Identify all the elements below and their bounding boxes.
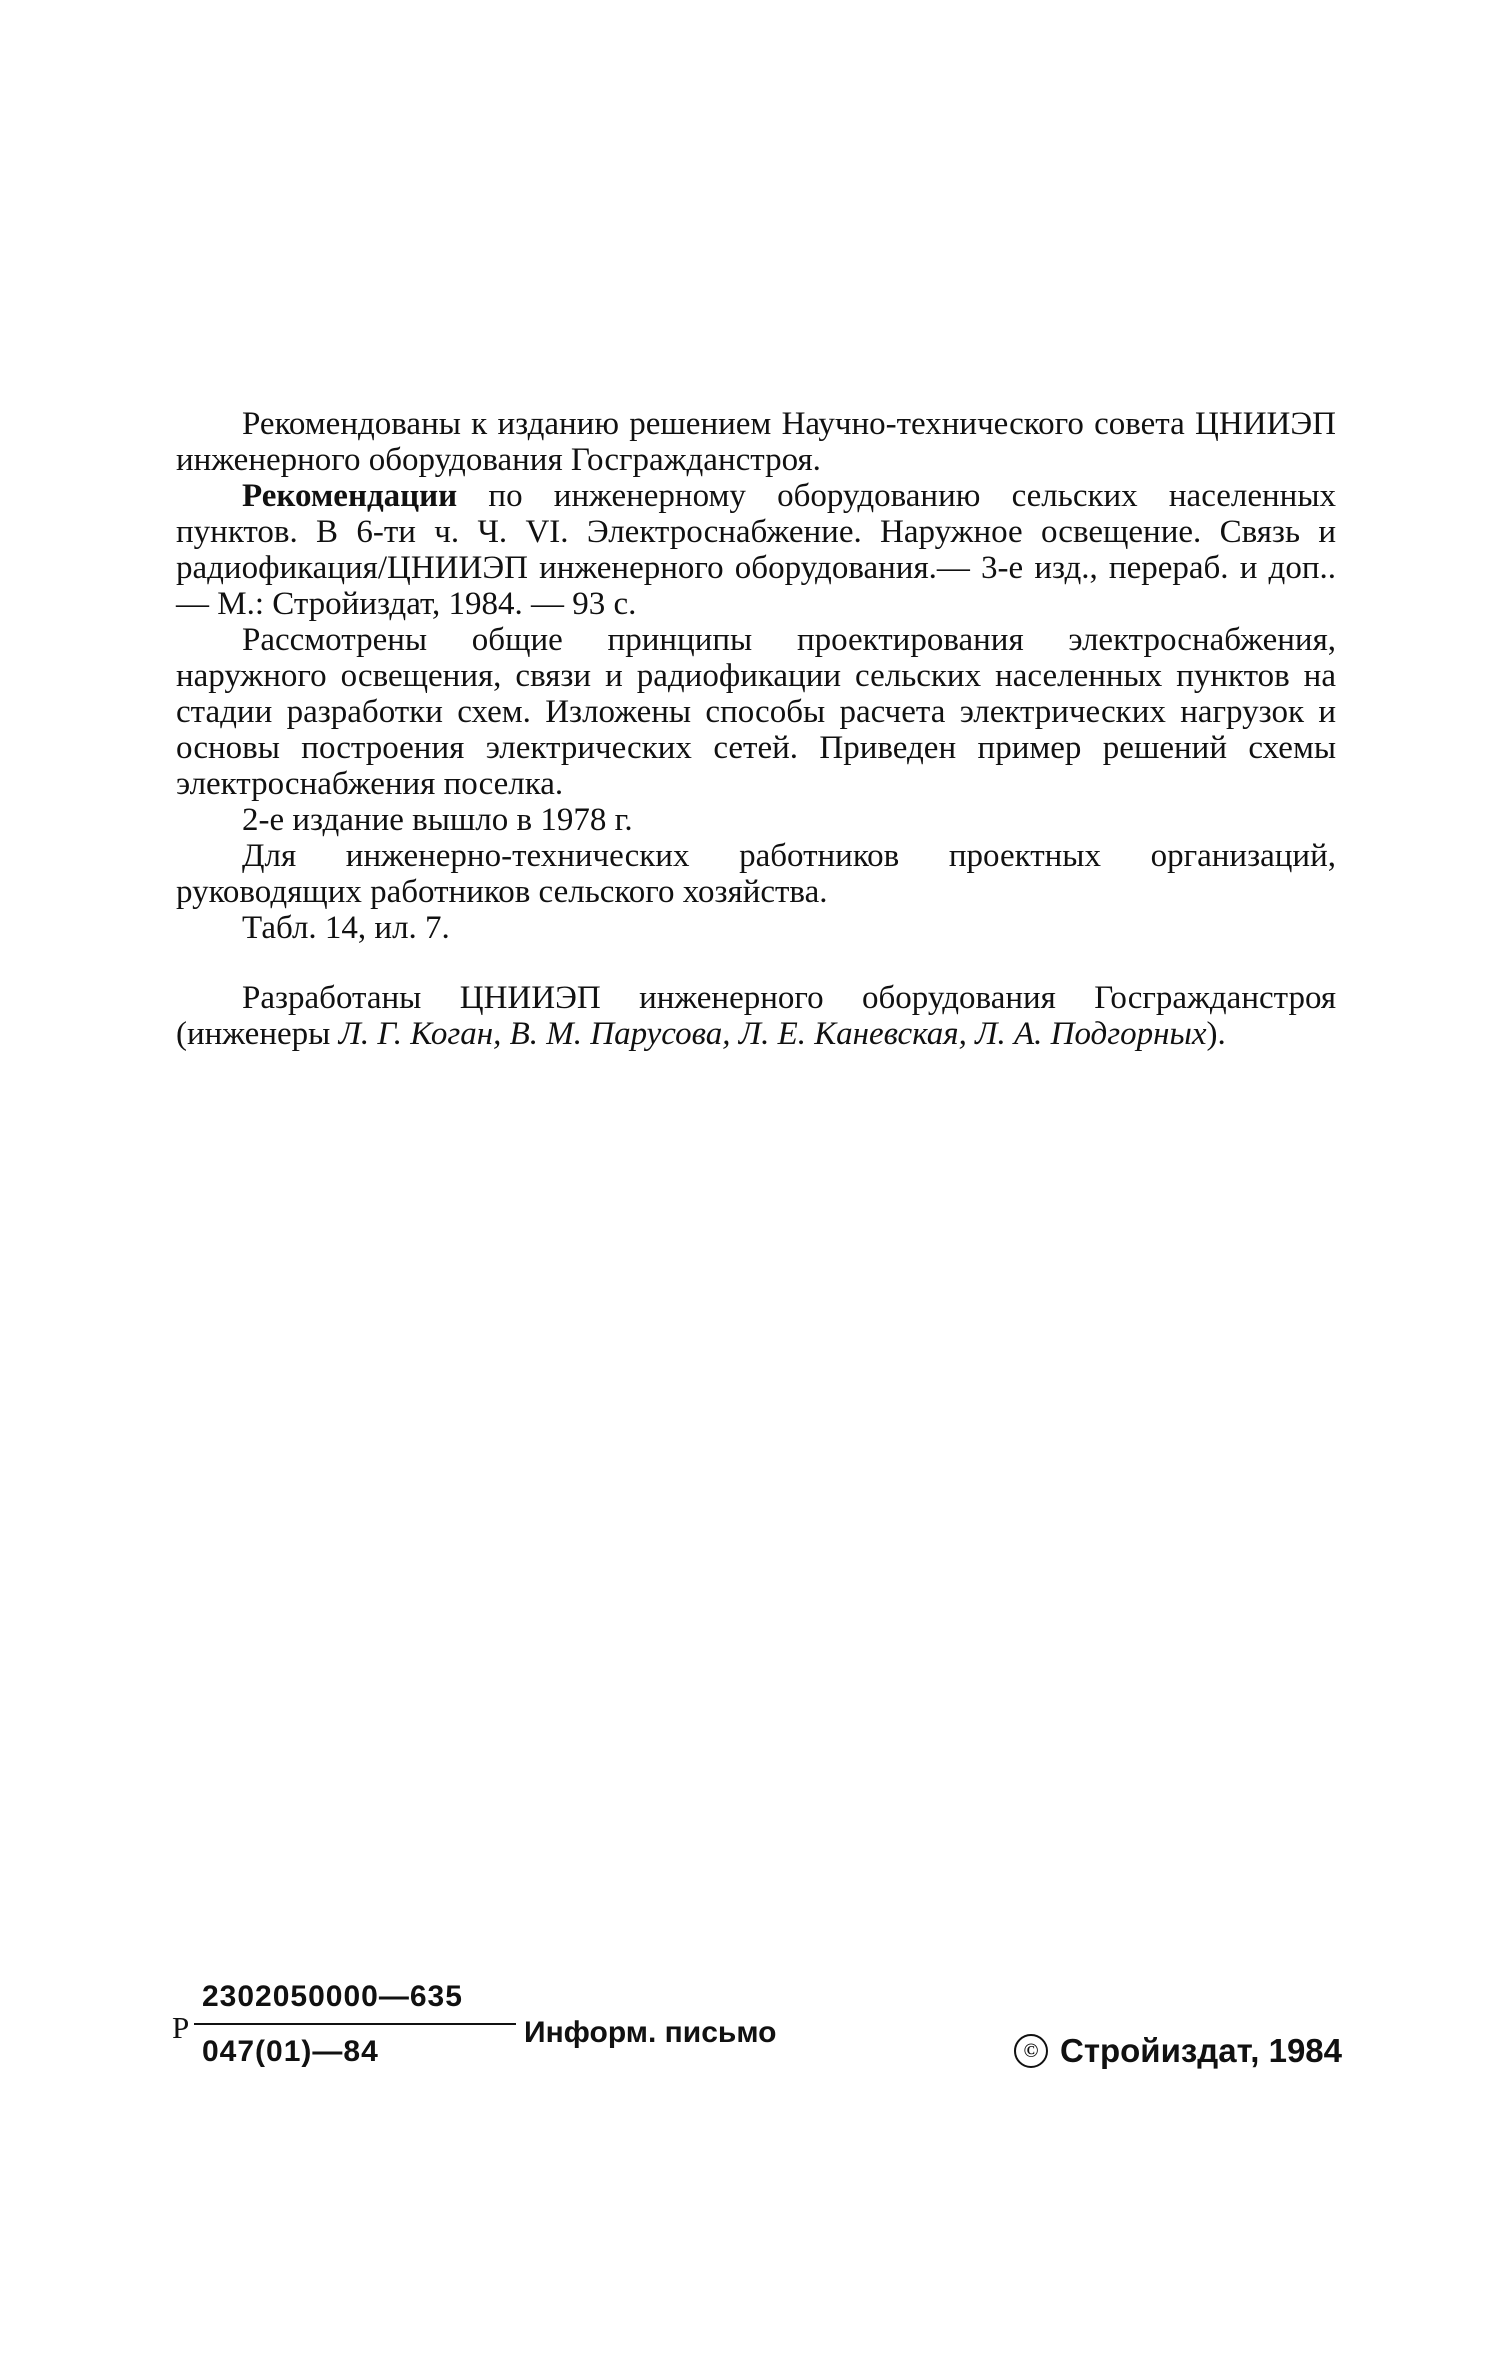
audience-paragraph: Для инженерно-технических работников проектных организаций, руководящих работников сельского хозяйства.	[176, 838, 1336, 910]
tables-figures-count: Табл. 14, ил. 7.	[242, 910, 450, 946]
recommended-by-paragraph: Рекомендованы к изданию решением Научно-технического совета ЦНИИЭП инженерного оборудования Госгражданстроя.	[176, 406, 1336, 478]
developers-paragraph	[176, 980, 1336, 1052]
developers-block	[176, 980, 1336, 1052]
bibliographic-title-lead: Рекомендации	[242, 478, 458, 514]
developers-tail: ).	[1206, 1016, 1226, 1052]
imprint-type: Информ. письмо	[524, 2016, 777, 2049]
annotation-block	[176, 406, 1336, 946]
catalog-index-letter: Р	[172, 2010, 190, 2045]
imprint	[172, 1980, 1342, 2100]
catalog-index-denominator: 047(01)—84	[202, 2035, 379, 2068]
catalog-index-numerator: 2302050000—635	[202, 1980, 463, 2013]
abstract-paragraph: Рассмотрены общие принципы проектирования электроснабжения, наружного освещения, связи и радиофикации сельских населенных пунктов на стадии разработки схем. Изложены способы расчета электрических нагрузок и основы построения электрических сетей. Приведен пример решений схемы электроснабжения поселка.	[176, 622, 1336, 802]
copyright-icon: ©	[1014, 2034, 1048, 2068]
previous-edition-paragraph: 2-е издание вышло в 1978 г.	[242, 802, 633, 838]
copyright	[1014, 2032, 1342, 2070]
authors-list: Л. Г. Коган, В. М. Парусова, Л. Е. Каневская, Л. А. Подгорных	[338, 1016, 1207, 1052]
catalog-index-fraction	[172, 1980, 512, 2090]
bibliographic-record-paragraph	[176, 478, 1336, 622]
bibliographic-record-text: по инженерному оборудованию сельских населенных пунктов. В 6-ти ч. Ч. VI. Электроснабжение. Наружное освещение. Связь и радиофикация/ЦНИИЭП инженерного оборудования.— 3-е изд., перераб. и доп.. — М.: Стройиздат, 1984. — 93 с.	[176, 478, 1336, 622]
developers-lead: Разработаны ЦНИИЭП инженерного оборудования Госгражданстроя (инженеры	[176, 980, 1336, 1052]
fraction-rule	[194, 2023, 516, 2025]
copyright-text: Стройиздат, 1984	[1059, 2032, 1342, 2069]
